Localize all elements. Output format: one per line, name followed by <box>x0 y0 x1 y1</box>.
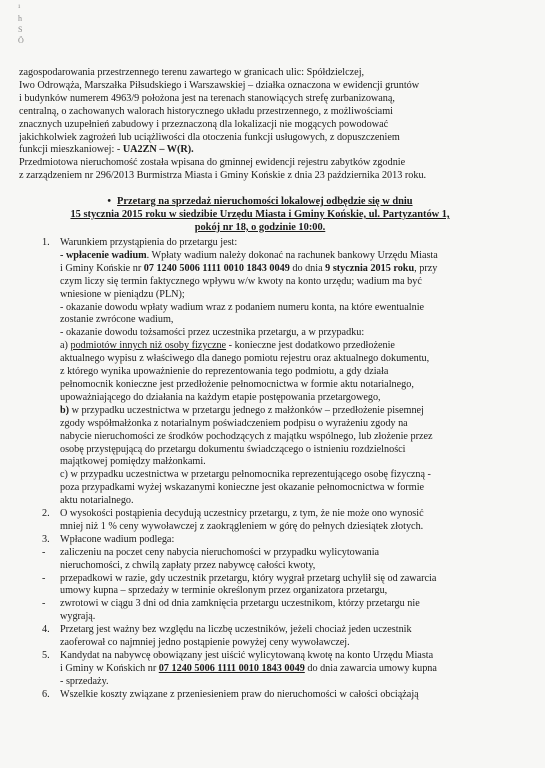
text-line: Kandydat na nabywcę obowiązany jest uiścić wylicytowaną kwotę na konto Urzędu Miasta <box>60 650 434 661</box>
text-line: majątkowej pomiędzy małżonkami. <box>60 456 206 468</box>
text-line <box>60 405 496 418</box>
bullet-icon: • <box>107 196 112 207</box>
text-line: Przedmiotowa nieruchomość została wpisana do gminnej ewidencji rejestru zabytków zgodnie <box>19 157 406 169</box>
text-line: - okazanie dowodu wpłaty wadium wraz z podaniem numeru konta, na które ewentualnie <box>60 301 425 313</box>
heading-line <box>60 196 460 209</box>
text-line: poza przypadkami wyżej wskazanymi konieczne jest okazanie pełnomocnictwa w formie <box>60 482 425 494</box>
text-segment: i Gminy Końskie nr <box>60 262 144 274</box>
bank-account: 07 1240 5006 1111 0010 1843 0049 <box>158 662 305 674</box>
intro-paragraph <box>19 67 491 183</box>
item-number: 5. <box>42 650 50 661</box>
list-item <box>42 534 496 547</box>
item-body <box>60 547 496 573</box>
text-line: aktualnego wypisu z właściwego dla danego pomiotu rejestru oraz aktualnego dokumentu, <box>60 353 430 365</box>
margin-mark: h <box>18 14 22 23</box>
text-segment: do dnia <box>289 262 326 274</box>
text-line: zaoferował co najmniej jedno postąpienie powyżej ceny wywoławczej. <box>60 637 350 649</box>
item-body <box>60 573 496 599</box>
text-line: Wszelkie koszty związane z przeniesieniem praw do nieruchomości w całości obciążają <box>60 688 419 700</box>
text-line <box>19 144 491 157</box>
text-segment: . Wpłaty wadium należy dokonać na rachunek bankowy Urzędu Miasta <box>146 249 438 261</box>
text-segment: w przypadku uczestnictwa w przetargu jednego z małżonków – przedłożenie pisemnej <box>69 404 424 416</box>
dash-marker: - <box>42 572 46 584</box>
text-line: - okazanie dowodu tożsamości przez uczestnika przetargu, a w przypadku: <box>60 327 365 339</box>
text-segment: do dnia zawarcia umowy kupna <box>304 662 437 674</box>
item-body <box>60 624 496 650</box>
text-line: z zarządzeniem nr 296/2013 Burmistrza Miasta i Gminy Końskie z dnia 23 października 2013 roku. <box>19 170 427 182</box>
text-bold: b) <box>60 404 70 416</box>
item-body <box>60 508 496 534</box>
item-number: 6. <box>42 688 50 700</box>
list-item <box>42 650 496 689</box>
text-line: i budynków numerem 4963/9 położona jest na terenach stanowiących strefę zurbanizowaną, <box>19 92 395 104</box>
item-number: 4. <box>42 624 50 636</box>
text-line: Wpłacone wadium podlega: <box>60 533 175 545</box>
item-number: 3. <box>42 533 50 545</box>
text-line: aktu notarialnego. <box>60 495 134 507</box>
list-item <box>42 624 496 650</box>
text-line <box>60 663 496 676</box>
sub-item <box>42 547 496 573</box>
heading-line: pokój nr 18, o godzinie 10:00. <box>194 221 326 233</box>
text-line: umowy kupna – sprzedaży w terminie określonym przez organizatora przetargu, <box>60 585 388 597</box>
text-line: upoważniającego do działania na każdym etapie postępowania przetargowego, <box>60 391 381 403</box>
auction-heading <box>60 196 460 235</box>
zone-code: UA2ZN – W(R). <box>122 144 194 156</box>
text-line: mniej niż 1 % ceny wywoławczej z zaokrągleniem w górę do pełnych dziesiątek złotych. <box>60 520 424 532</box>
text-line: wygrają. <box>60 611 96 623</box>
item-body <box>60 534 496 547</box>
margin-mark: ¹ <box>18 3 21 12</box>
text-line: Warunkiem przystąpienia do przetargu jest: <box>60 237 238 248</box>
text-segment: - konieczne jest dodatkowo przedłożenie <box>226 340 395 352</box>
text-line: - sprzedaży. <box>60 675 109 687</box>
dash-marker: - <box>42 598 46 610</box>
list-item <box>42 689 496 702</box>
text-line: zaliczeniu na poczet ceny nabycia nieruchomości w przypadku wylicytowania <box>60 546 380 558</box>
item-body <box>60 689 496 702</box>
conditions-list <box>42 237 496 702</box>
heading-text: Przetarg na sprzedaż nieruchomości lokalowej odbędzie się w dniu <box>117 196 413 207</box>
text-line: Iwo Odrowąża, Marszałka Piłsudskiego i Warszawskiej – działka oznaczona w ewidencji gruntów <box>19 79 420 91</box>
text-line: pełnomocnik konieczne jest przedłożenie pełnomocnictwa w formie aktu notarialnego, <box>60 378 414 390</box>
sub-item <box>42 573 496 599</box>
text-line: nabycie nieruchomości ze środków pochodzących z majątku wspólnego, lub złożenie przez <box>60 430 433 442</box>
text-segment: , przy <box>414 262 438 274</box>
text-line: przepadkowi w razie, gdy uczestnik przetargu, który wygrał przetarg uchylił się od zawarcia <box>60 572 437 584</box>
text-segment: funkcji mieszkaniowej: - <box>19 144 123 156</box>
text-line: jakichkolwiek zagrożeń lub uciążliwości dla otoczenia funkcji usługowych, z dopuszczeniem <box>19 131 400 143</box>
text-line: wniesione w pieniądzu (PLN); <box>60 288 185 300</box>
list-item <box>42 508 496 534</box>
text-line: czym liczy się termin faktycznego wpływu w/w kwoty na konto urzędu; wadium ma być <box>60 275 422 287</box>
text-segment: i Gminy w Końskich nr <box>60 662 159 674</box>
text-line: c) w przypadku uczestnictwa w przetargu pełnomocnika reprezentującego osobę fizyczną - <box>60 469 431 481</box>
list-item <box>42 237 496 508</box>
text-line: zostanie zwrócone wadium, <box>60 314 174 326</box>
sub-item <box>42 598 496 624</box>
item-body <box>60 598 496 624</box>
text-line: znacznych uzupełnień zabudowy i przeznaczoną dla lokalizacji nie mogących powodować <box>19 118 389 130</box>
margin-marks <box>18 2 24 46</box>
item-number: 2. <box>42 508 50 520</box>
item-body <box>60 650 496 689</box>
text-line: nieruchomości, z chwilą zapłaty przez nabywcę całości kwoty, <box>60 559 316 571</box>
text-line: zwrotowi w ciągu 3 dni od dnia zamknięcia przetargu uczestnikom, którzy przetargu nie <box>60 598 420 610</box>
text-line: zgody współmałżonka z notarialnym poświadczeniem podpisu o wyrażeniu zgody na <box>60 417 408 429</box>
text-line: z którego wynika upoważnienie do reprezentowania tego podmiotu, a gdy działa <box>60 366 389 378</box>
text-bold: - wpłacenie wadium <box>60 249 147 261</box>
heading-line: 15 stycznia 2015 roku w siedzibie Urzędu Miasta i Gminy Końskie, ul. Partyzantów 1, <box>70 208 450 220</box>
bank-account: 07 1240 5006 1111 0010 1843 0049 <box>143 262 290 274</box>
margin-mark: Ö <box>18 36 24 45</box>
text-line: centralną, o zachowanych walorach historycznego układu przestrzennego, z możliwościami <box>19 105 393 117</box>
text-underlined: podmiotów innych niż osoby fizyczne <box>70 340 227 352</box>
text-line <box>60 263 496 276</box>
text-line: Przetarg jest ważny bez względu na liczbę uczestników, jeżeli chociaż jeden uczestnik <box>60 624 412 636</box>
text-segment: a) <box>60 340 71 352</box>
item-number: 1. <box>42 237 50 248</box>
text-line: O wysokości postąpienia decydują uczestnicy przetargu, z tym, że nie może ono wynosić <box>60 508 424 520</box>
item-body <box>60 237 496 508</box>
text-line <box>60 250 496 263</box>
text-line: zagospodarowania przestrzennego terenu zawartego w granicach ulic: Spółdzielczej, <box>19 67 365 78</box>
margin-mark: S <box>18 25 23 34</box>
deposit-deadline: 9 stycznia 2015 roku <box>325 262 415 274</box>
dash-marker: - <box>42 546 46 558</box>
text-line: osobę przystępującą do przetargu dokumentu świadczącego o istnieniu rozdzielności <box>60 443 406 455</box>
text-line <box>60 340 496 353</box>
